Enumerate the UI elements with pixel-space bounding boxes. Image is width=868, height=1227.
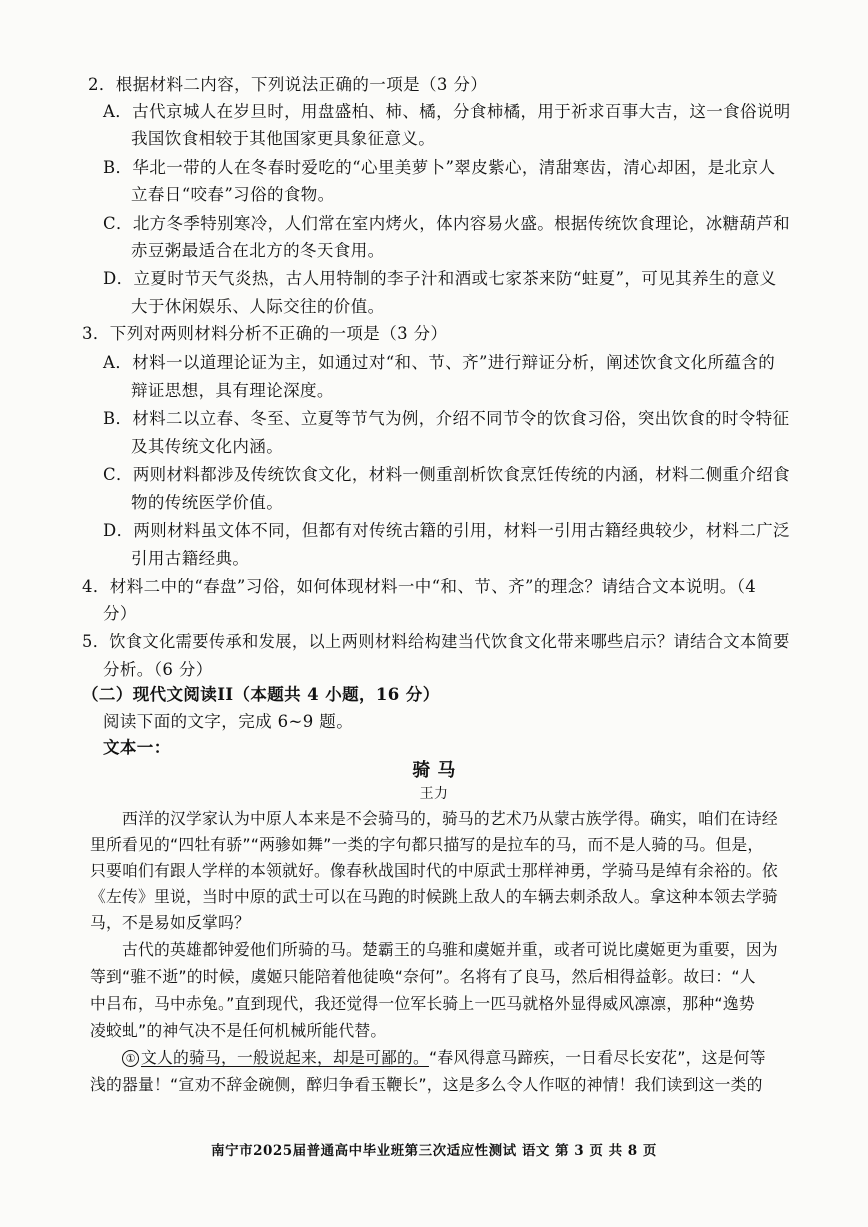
question-5-line1: 5．饮食文化需要传承和发展，以上两则材料给构建当代饮食文化带来哪些启示？请结合文本简要 (82, 632, 790, 651)
q3-option-c-line1: C．两则材料都涉及传统饮食文化，材料一侧重剖析饮食烹饪传统的内涵，材料二侧重介绍食 (103, 465, 790, 484)
essay-p3-line1-rest: “春风得意马蹄疾，一日看尽长安花”，这是何等 (428, 1048, 766, 1067)
essay-p1-line4: 《左传》里说，当时中原的武士可以在马跑的时候跳上敌人的车辆去刺杀敌人。拿这种本领去学骑 (90, 887, 778, 906)
question-5-line2: 分析。（6 分） (103, 660, 213, 679)
essay-p3-line2: 浅的器量！“宣劝不辞金碗侧，醉归争看玉鞭长”，这是多么令人作呕的神情！我们读到这一类的 (90, 1075, 763, 1094)
q2-option-c-line1: C．北方冬季特别寒冷，人们常在室内烤火，体内容易火盛。根据传统饮食理论，冰糖葫芦和 (103, 214, 790, 233)
q2-option-b-line1: B．华北一带的人在冬春时爱吃的“心里美萝卜”翠皮紫心，清甜寒齿，清心却困，是北京人 (103, 158, 776, 177)
q3-option-a-line1: A．材料一以道理论证为主，如通过对“和、节、齐”进行辩证分析，阐述饮食文化所蕴含的 (103, 353, 776, 372)
essay-title: 骑 马 (412, 760, 456, 781)
essay-p3-line1 (122, 1047, 766, 1069)
q3-option-d-line2: 引用古籍经典。 (131, 549, 250, 568)
q3-option-a-line2: 辩证思想，具有理论深度。 (131, 381, 334, 400)
essay-p2-line2: 等到“骓不逝”的时候，虞姬只能陪着他徒唤“奈何”。名将有了良马，然后相得益彰。故曰：“人 (90, 967, 756, 986)
q2-option-c-line2: 赤豆粥最适合在北方的冬天食用。 (131, 241, 385, 260)
question-4-line2: 分） (103, 604, 137, 623)
q3-option-b-line2: 及其传统文化内涵。 (131, 437, 284, 456)
q2-option-a-line2: 我国饮食相较于其他国家更具象征意义。 (131, 129, 436, 148)
essay-author: 王力 (419, 786, 449, 802)
question-3-stem: 3．下列对两则材料分析不正确的一项是（3 分） (82, 324, 448, 343)
section-instruction: 阅读下面的文字，完成 6~9 题。 (103, 712, 354, 731)
q3-option-d-line1: D．两则材料虽文体不同，但都有对传统古籍的引用，材料一引用古籍经典较少，材料二广泛 (103, 521, 790, 540)
essay-p1-line5: 马，不是易如反掌吗？ (90, 913, 250, 932)
essay-p1-line1: 西洋的汉学家认为中原人本来是不会骑马的，骑马的艺术乃从蒙古族学得。确实，咱们在诗经 (122, 809, 778, 828)
essay-p2-line4: 凌蛟虬”的神气决不是任何机械所能代替。 (90, 1021, 387, 1040)
question-4-line1: 4．材料二中的“春盘”习俗，如何体现材料一中“和、节、齐”的理念？请结合文本说明。（4 (82, 577, 757, 596)
sentence-marker-1: ① (122, 1050, 139, 1067)
q3-option-b-line1: B．材料二以立春、冬至、立夏等节气为例，介绍不同节令的饮食习俗，突出饮食的时令特征 (103, 409, 790, 428)
page-footer: 南宁市2025届普通高中毕业班第三次适应性测试 语文 第 3 页 共 8 页 (211, 1143, 657, 1159)
essay-p1-line2: 里所看见的“四牡有骄”“两骖如舞”一类的字句都只描写的是拉车的马，而不是人骑的马。但是， (90, 835, 764, 854)
q2-option-a-line1: A．古代京城人在岁旦时，用盘盛柏、柿、橘，分食柿橘，用于祈求百事大吉，这一食俗说明 (103, 102, 791, 121)
essay-p2-line1: 古代的英雄都钟爱他们所骑的马。楚霸王的乌骓和虞姬并重，或者可说比虞姬更为重要，因为 (122, 940, 778, 959)
q2-option-d-line1: D．立夏时节天气炎热，古人用特制的李子汁和酒或七家茶来防“蛀夏”，可见其养生的意义 (103, 269, 777, 288)
question-2-stem: 2．根据材料二内容，下列说法正确的一项是（3 分） (88, 75, 488, 94)
underlined-sentence: 文人的骑马，一般说起来，却是可鄙的。 (141, 1048, 429, 1067)
essay-p1-line3: 只要咱们有跟人学样的本领就好。像春秋战国时代的中原武士那样神勇，学骑马是绰有余裕的。依 (90, 861, 778, 880)
essay-p2-line3: 中吕布，马中赤兔。”直到现代，我还觉得一位军长骑上一匹马就格外显得威风凛凛，那种“逸势 (90, 994, 755, 1013)
section-heading: （二）现代文阅读II（本题共 4 小题，16 分） (82, 685, 440, 704)
q2-option-b-line2: 立春日“咬春”习俗的食物。 (131, 185, 335, 204)
q3-option-c-line2: 物的传统医学价值。 (131, 493, 284, 512)
q2-option-d-line2: 大于休闲娱乐、人际交往的价值。 (131, 297, 385, 316)
text-one-label: 文本一： (103, 738, 171, 757)
